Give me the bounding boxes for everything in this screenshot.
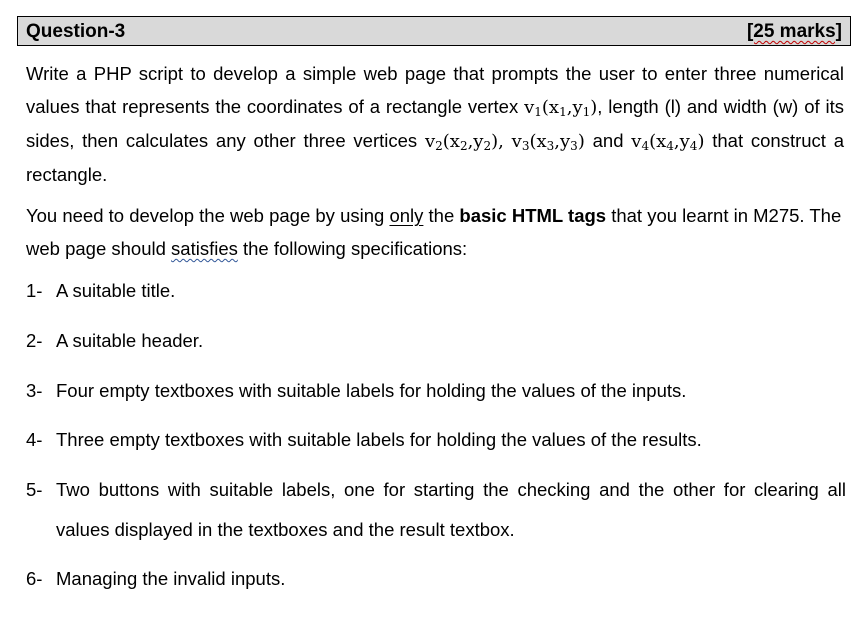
intro-text-2: , length (l) and width (w) of its sides, then calculates any other three vertices: [26, 96, 844, 151]
spec-text-2: the: [423, 205, 460, 226]
list-item-number: 6-: [26, 568, 43, 589]
spec-text-1: You need to develop the web page by using: [26, 205, 390, 226]
list-item-number: 2-: [26, 330, 43, 351]
vertex-v3: $v_3(x_3,y_3)$: [511, 131, 585, 153]
list-item-text: Managing the invalid inputs.: [56, 568, 286, 589]
list-item-number: 3-: [26, 380, 43, 401]
list-item-text: A suitable header.: [56, 330, 204, 351]
list-item-text: Two buttons with suitable labels, one for starting the checking and the other for clearing all values displayed in the textboxes and the result textbox.: [56, 479, 846, 540]
list-item-number: 4-: [26, 429, 43, 450]
vertex-v4: $v_4(x_4,y_4)$: [631, 131, 705, 153]
list-item: [26, 559, 846, 599]
spec-text-3: that you learnt in M275. The web page should: [26, 205, 842, 259]
list-item-text: Three empty textboxes with suitable labels for holding the values of the results.: [56, 429, 702, 450]
question-header: [17, 16, 851, 46]
list-item-number: 1-: [26, 280, 43, 301]
question-marks: [25 marks]: [746, 21, 842, 42]
list-item-text: Four empty textboxes with suitable labels for holding the values of the inputs.: [56, 380, 687, 401]
list-item-number: 5-: [26, 479, 43, 500]
list-item-text: A suitable title.: [56, 280, 176, 301]
spec-satisfies-grammar-mark: satisfies: [171, 238, 238, 259]
spec-paragraph: [26, 199, 844, 265]
question-title: Question-3: [26, 21, 126, 42]
list-item: [26, 371, 846, 411]
intro-text-3: and: [584, 130, 632, 151]
spec-only-underlined: only: [389, 205, 424, 226]
list-item: [26, 321, 846, 361]
list-item: [26, 470, 846, 550]
intro-paragraph: [26, 57, 844, 191]
spec-text-4: the following specifications:: [237, 238, 468, 259]
list-item: [26, 271, 846, 311]
vertex-v1: $v_1(x_1,y_1)$: [524, 97, 598, 119]
list-item: [26, 420, 846, 460]
intro-text-1: Write a PHP script to develop a simple web page that prompts the user to enter three numerical values that represents the coordinates of a rectangle vertex: [26, 63, 844, 117]
intro-text-4: that construct a rectangle.: [26, 130, 844, 185]
spec-bold-basic-html: basic HTML tags: [459, 205, 607, 226]
vertex-v2: $v_2(x_2,y_2)$,: [424, 131, 504, 153]
